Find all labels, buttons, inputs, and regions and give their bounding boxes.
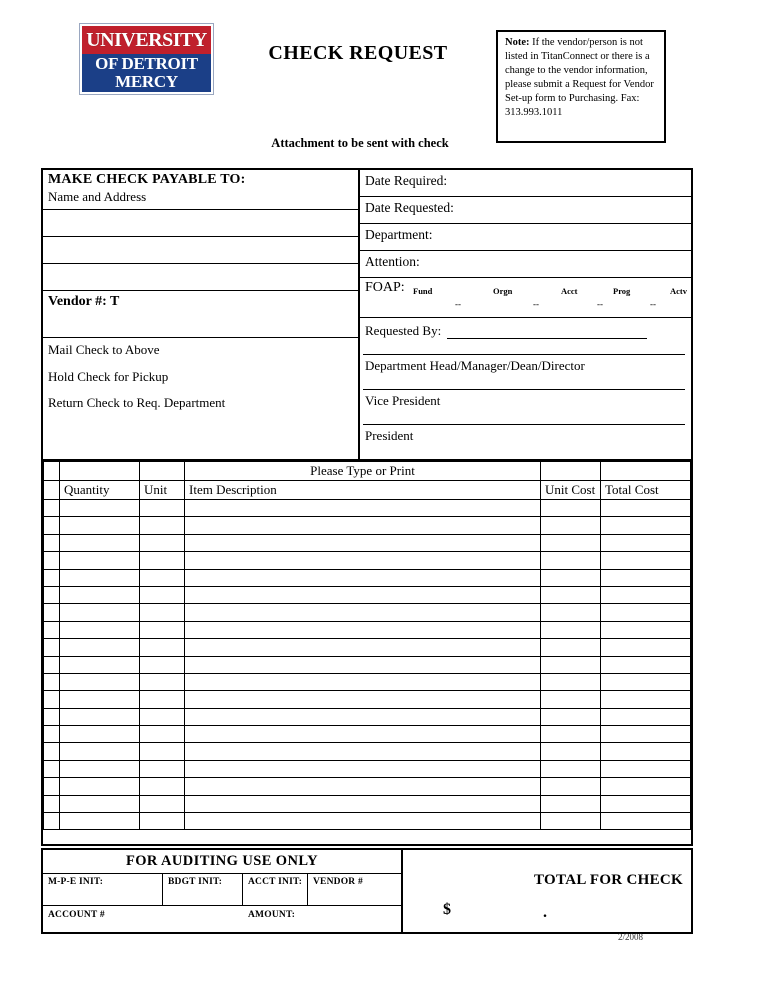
cell-unit[interactable] [140,778,185,795]
cell-spacer [44,569,60,586]
cell-description[interactable] [185,656,541,673]
cell-unit-cost[interactable] [541,534,601,551]
requested-by-field[interactable] [360,318,691,353]
col-header-item-description: Item Description [185,481,541,500]
cell-total-cost[interactable] [601,569,691,586]
cell-quantity[interactable] [60,743,140,760]
cell-unit[interactable] [140,691,185,708]
dept-head-rule [363,354,685,355]
cell-quantity[interactable] [60,534,140,551]
cell-unit[interactable] [140,586,185,603]
cell-total-cost[interactable] [601,604,691,621]
table-row[interactable] [44,586,691,603]
president-rule [363,424,685,425]
cell-description[interactable] [185,691,541,708]
line-items-table [43,459,691,830]
attachment-note: Attachment to be sent with check [271,136,449,150]
total-for-check-panel [403,850,691,932]
revision-stamp: 2/2008 [618,932,644,942]
cell-unit-cost[interactable] [541,656,601,673]
cell-spacer [44,604,60,621]
cell-unit[interactable] [140,656,185,673]
auditing-initials-row [43,874,401,906]
delivery-option-return[interactable]: Return Check to Req. Department [48,395,226,411]
foap-label: FOAP: [365,280,405,295]
mpe-init-field[interactable]: M-P-E INIT: [43,874,163,905]
bdgt-init-field[interactable]: BDGT INIT: [163,874,243,905]
cell-unit-cost[interactable] [541,586,601,603]
cell-spacer [44,639,60,656]
cell-unit[interactable] [140,708,185,725]
president-signature[interactable] [360,423,691,458]
cell-spacer [44,656,60,673]
cell-description[interactable] [185,726,541,743]
cell-total-cost[interactable] [601,743,691,760]
cell-unit-cost[interactable] [541,726,601,743]
president-label: President [365,428,414,443]
tp-unit [140,462,185,481]
table-row[interactable] [44,691,691,708]
table-row[interactable] [44,778,691,795]
cell-unit[interactable] [140,621,185,638]
cell-unit-cost[interactable] [541,813,601,830]
cell-description[interactable] [185,517,541,534]
cell-description[interactable] [185,569,541,586]
vice-president-signature[interactable] [360,388,691,423]
cell-total-cost[interactable] [601,621,691,638]
address-line-3[interactable] [43,264,358,291]
table-row[interactable] [44,760,691,777]
cell-quantity[interactable] [60,813,140,830]
cell-unit[interactable] [140,795,185,812]
cell-description[interactable] [185,534,541,551]
check-request-form [41,168,693,846]
cell-quantity[interactable] [60,517,140,534]
tp-spacer [44,462,60,481]
currency-symbol: $ [443,901,451,918]
make-check-payable-header [43,170,358,210]
foap-tag-orgn: Orgn [493,286,513,296]
cell-spacer [44,500,60,517]
cell-unit[interactable] [140,517,185,534]
payable-column [43,170,360,459]
cell-total-cost[interactable] [601,778,691,795]
cell-unit[interactable] [140,673,185,690]
table-row[interactable] [44,795,691,812]
foap-code-tags [365,281,690,320]
cell-total-cost[interactable] [601,500,691,517]
table-row[interactable] [44,726,691,743]
decimal-mark: . [543,904,547,921]
table-row[interactable] [44,534,691,551]
col-header-spacer [44,481,60,500]
note-text: If the vendor/person is not listed in TitanConnect or there is a change to the vendor information, please submit a Request for Vendor Set-up form to Purchasing. Fax: 313.993.1011 [505,37,654,118]
type-or-print-row [44,462,691,481]
attention-field[interactable]: Attention: [360,251,691,278]
col-header-unit-cost: Unit Cost [541,481,601,500]
cell-description[interactable] [185,500,541,517]
cell-unit-cost[interactable] [541,569,601,586]
dates-and-approvals-column [360,170,691,459]
cell-description[interactable] [185,604,541,621]
cell-total-cost[interactable] [601,586,691,603]
cell-description[interactable] [185,813,541,830]
foap-separator-4: -- [650,299,656,309]
cell-total-cost[interactable] [601,517,691,534]
cell-spacer [44,586,60,603]
cell-spacer [44,760,60,777]
cell-quantity[interactable] [60,795,140,812]
vice-president-label: Vice President [365,393,441,408]
cell-unit-cost[interactable] [541,639,601,656]
foap-field[interactable] [360,278,691,318]
delivery-option-pickup[interactable]: Hold Check for Pickup [48,368,169,384]
cell-description[interactable] [185,639,541,656]
cell-total-cost[interactable] [601,639,691,656]
department-head-label: Department Head/Manager/Dean/Director [365,358,585,373]
cell-spacer [44,621,60,638]
cell-total-cost[interactable] [601,795,691,812]
cell-spacer [44,708,60,725]
foap-tag-acct: Acct [561,286,578,296]
cell-description[interactable] [185,673,541,690]
logo-line-of-detroit: OF DETROIT [95,54,198,73]
cell-quantity[interactable] [60,621,140,638]
cell-description[interactable] [185,552,541,569]
foap-tag-actv: Actv [670,286,687,296]
auditing-section [41,848,693,934]
cell-description[interactable] [185,778,541,795]
page-title: CHECK REQUEST [268,42,448,64]
address-line-2[interactable] [43,237,358,264]
requested-by-signature-line[interactable] [447,325,647,339]
cell-unit-cost[interactable] [541,760,601,777]
cell-total-cost[interactable] [601,673,691,690]
cell-spacer [44,673,60,690]
table-row[interactable] [44,813,691,830]
cell-unit[interactable] [140,500,185,517]
col-header-unit: Unit [140,481,185,500]
type-or-print-label: Please Type or Print [185,462,541,481]
auditing-title: FOR AUDITING USE ONLY [43,850,401,874]
foap-separator-1: -- [455,299,461,309]
table-row[interactable] [44,604,691,621]
cell-description[interactable] [185,586,541,603]
cell-unit[interactable] [140,813,185,830]
cell-unit[interactable] [140,726,185,743]
table-row[interactable] [44,639,691,656]
tp-unit-cost [541,462,601,481]
delivery-option-mail[interactable]: Mail Check to Above [48,342,160,357]
cell-unit-cost[interactable] [541,795,601,812]
cell-spacer [44,552,60,569]
cell-unit[interactable] [140,604,185,621]
table-row[interactable] [44,569,691,586]
vendor-note-box [496,30,666,143]
cell-quantity[interactable] [60,760,140,777]
vice-president-rule [363,389,685,390]
table-row[interactable] [44,743,691,760]
page-header [0,0,768,165]
vendor-number-field[interactable]: Vendor #: T [43,291,358,338]
cell-unit[interactable] [140,534,185,551]
cell-quantity[interactable] [60,656,140,673]
col-header-total-cost: Total Cost [601,481,691,500]
cell-unit-cost[interactable] [541,743,601,760]
table-row[interactable] [44,621,691,638]
cell-quantity[interactable] [60,778,140,795]
address-line-1[interactable] [43,210,358,237]
total-for-check-label: TOTAL FOR CHECK [534,872,683,888]
department-head-signature[interactable] [360,353,691,388]
cell-unit-cost[interactable] [541,778,601,795]
cell-total-cost[interactable] [601,691,691,708]
logo-line-university: UNIVERSITY [86,28,207,51]
foap-separator-3: -- [597,299,603,309]
cell-spacer [44,517,60,534]
cell-quantity[interactable] [60,552,140,569]
table-row[interactable] [44,673,691,690]
cell-quantity[interactable] [60,569,140,586]
cell-unit-cost[interactable] [541,604,601,621]
cell-quantity[interactable] [60,708,140,725]
cell-spacer [44,743,60,760]
cell-description[interactable] [185,621,541,638]
cell-unit-cost[interactable] [541,552,601,569]
vendor-number-audit-field[interactable]: VENDOR # [313,877,363,887]
amount-field[interactable]: AMOUNT: [248,910,296,920]
tp-qty [60,462,140,481]
cell-quantity[interactable] [60,639,140,656]
cell-unit-cost[interactable] [541,621,601,638]
cell-total-cost[interactable] [601,813,691,830]
university-logo [79,23,214,95]
cell-unit-cost[interactable] [541,517,601,534]
cell-unit-cost[interactable] [541,673,601,690]
account-number-field[interactable]: ACCOUNT # [48,910,105,920]
cell-spacer [44,813,60,830]
note-label: Note: [505,37,530,48]
cell-total-cost[interactable] [601,708,691,725]
cell-description[interactable] [185,795,541,812]
cell-quantity[interactable] [60,586,140,603]
payable-heading: MAKE CHECK PAYABLE TO: [48,172,246,187]
cell-spacer [44,691,60,708]
cell-quantity[interactable] [60,691,140,708]
table-row[interactable] [44,517,691,534]
cell-total-cost[interactable] [601,760,691,777]
cell-unit[interactable] [140,639,185,656]
logo-line-mercy: MERCY [115,71,178,91]
cell-unit[interactable] [140,569,185,586]
cell-description[interactable] [185,760,541,777]
delivery-options-group [43,338,358,459]
cell-unit[interactable] [140,760,185,777]
cell-spacer [44,534,60,551]
table-row[interactable] [44,552,691,569]
foap-tag-fund: Fund [413,286,433,296]
department-field[interactable]: Department: [360,224,691,251]
cell-spacer [44,726,60,743]
acct-init-field[interactable]: ACCT INIT: [243,874,308,905]
cell-total-cost[interactable] [601,534,691,551]
tp-total-cost [601,462,691,481]
col-header-quantity: Quantity [60,481,140,500]
cell-unit[interactable] [140,552,185,569]
date-requested-field[interactable]: Date Requested: [360,197,691,224]
payable-subheading: Name and Address [48,188,147,204]
auditing-left-panel [43,850,403,932]
cell-quantity[interactable] [60,726,140,743]
cell-total-cost[interactable] [601,552,691,569]
requested-by-label: Requested By: [365,323,442,338]
table-row[interactable] [44,500,691,517]
logo-red-band [82,26,211,54]
items-header-row [44,481,691,500]
cell-quantity[interactable] [60,673,140,690]
cell-unit-cost[interactable] [541,500,601,517]
cell-unit[interactable] [140,743,185,760]
cell-description[interactable] [185,708,541,725]
cell-spacer [44,778,60,795]
table-row[interactable] [44,656,691,673]
foap-tag-prog: Prog [613,286,631,296]
form-top-section [43,170,691,459]
cell-unit-cost[interactable] [541,691,601,708]
cell-quantity[interactable] [60,500,140,517]
cell-total-cost[interactable] [601,656,691,673]
foap-separator-2: -- [533,299,539,309]
date-required-field[interactable]: Date Required: [360,170,691,197]
logo-blue-band [82,54,211,92]
cell-quantity[interactable] [60,604,140,621]
cell-spacer [44,795,60,812]
auditing-account-row [43,906,401,932]
table-row[interactable] [44,708,691,725]
cell-total-cost[interactable] [601,726,691,743]
cell-unit-cost[interactable] [541,708,601,725]
cell-description[interactable] [185,743,541,760]
